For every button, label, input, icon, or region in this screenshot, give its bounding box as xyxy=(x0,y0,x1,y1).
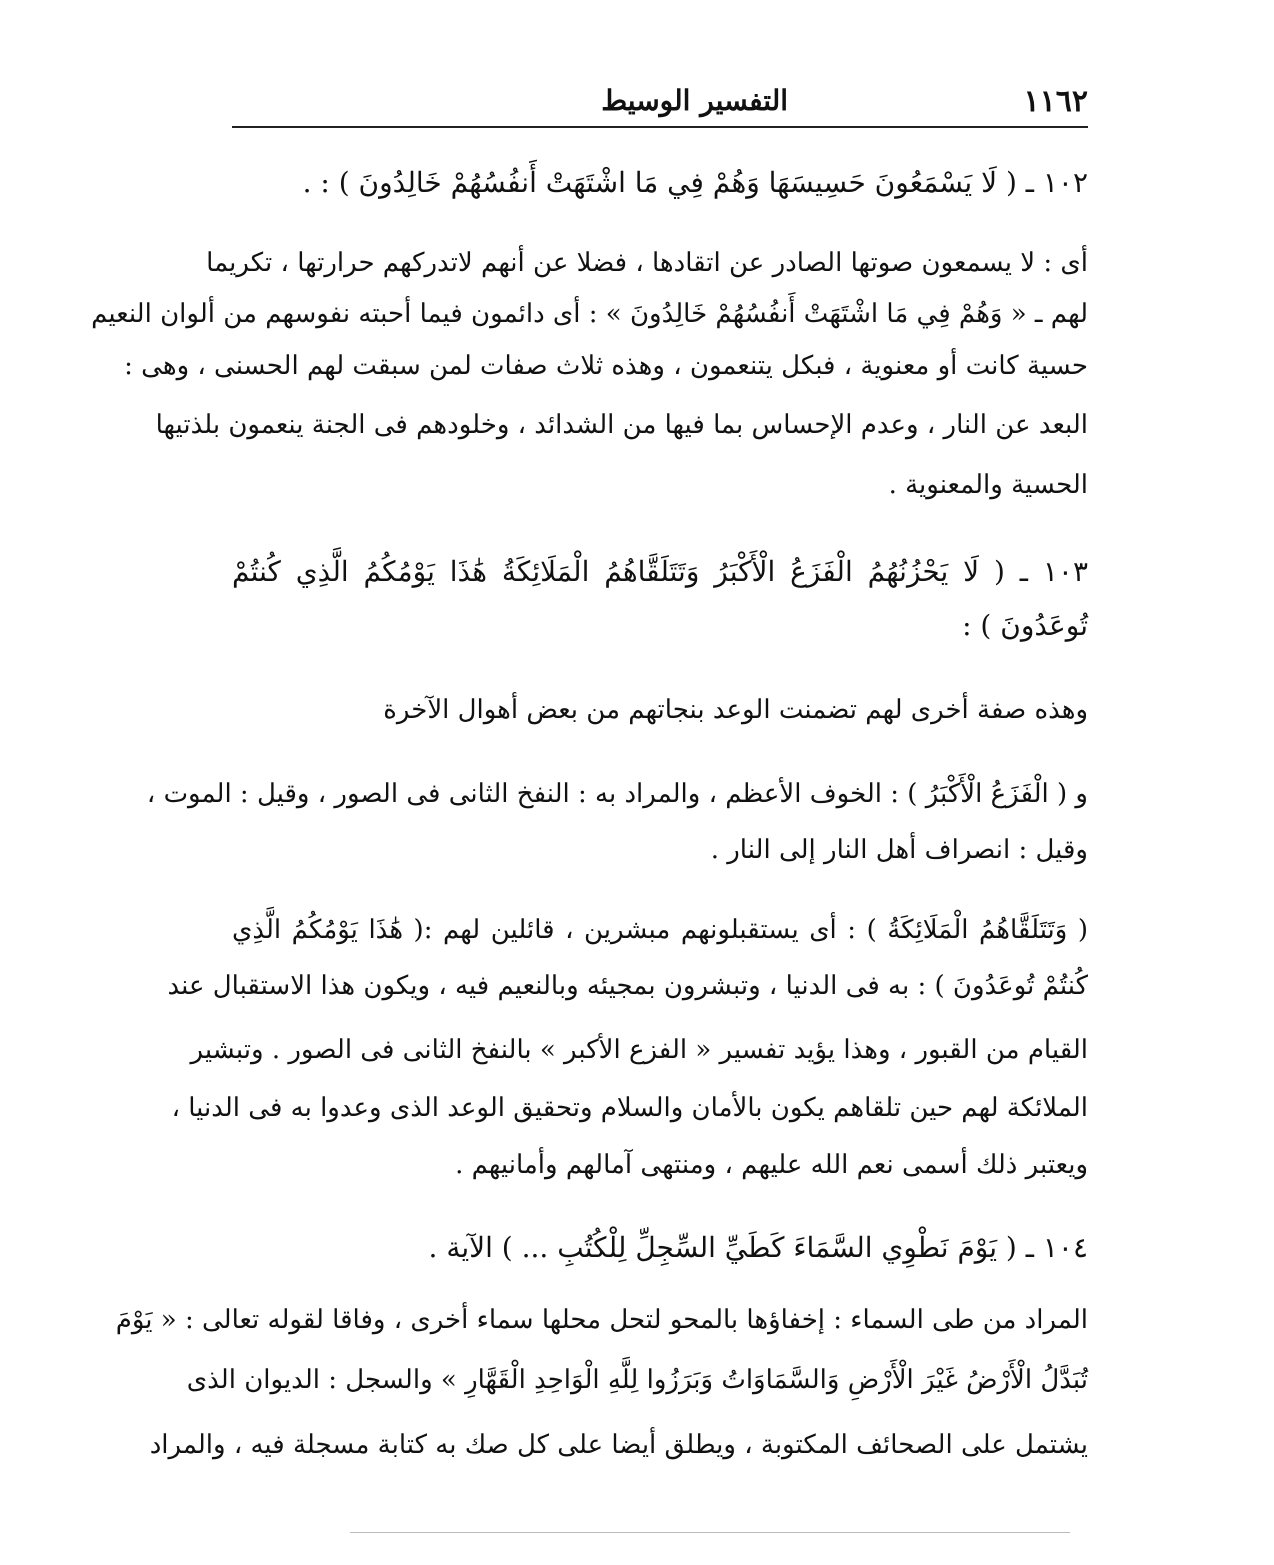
paragraph-line: ويعتبر ذلك أسمى نعم الله عليهم ، ومنتهى آمالهم وأمانيهم . xyxy=(455,1150,1088,1180)
verse-103-line: ١٠٣ ـ ( لَا يَحْزُنُهُمُ الْفَزَعُ الْأَكْبَرُ وَتَتَلَقَّاهُمُ الْمَلَائِكَةُ هَٰذَا يَوْمُكُمُ الَّذِي كُنتُمْ xyxy=(232,555,1088,588)
verse-104-line: ١٠٤ ـ ( يَوْمَ نَطْوِي السَّمَاءَ كَطَيِّ السِّجِلِّ لِلْكُتُبِ ... ) الآية . xyxy=(428,1231,1088,1264)
verse-102-line: ١٠٢ ـ ( لَا يَسْمَعُونَ حَسِيسَهَا وَهُمْ فِي مَا اشْتَهَتْ أَنفُسُهُمْ خَالِدُونَ ) : . xyxy=(302,166,1088,199)
running-title: التفسير الوسيط xyxy=(601,84,788,117)
page-header xyxy=(232,82,1088,124)
paragraph-line: لهم ـ « وَهُمْ فِي مَا اشْتَهَتْ أَنفُسُهُمْ خَالِدُونَ » : أى دائمون فيما أحبته نفوسهم من ألوان النعيم xyxy=(91,299,1088,329)
paragraph-line: كُنتُمْ تُوعَدُونَ ) : به فى الدنيا ، وتبشرون بمجيئه وبالنعيم فيه ، ويكون هذا الاستقبال عند xyxy=(167,971,1088,1001)
bottom-scan-line xyxy=(350,1532,1070,1533)
verse-103-line: تُوعَدُونَ ) : xyxy=(962,609,1088,642)
header-divider xyxy=(232,126,1088,128)
paragraph-line: و ( الْفَزَعُ الْأَكْبَرُ ) : الخوف الأعظم ، والمراد به : النفخ الثانى فى الصور ، وقيل : الموت ، xyxy=(146,779,1088,809)
paragraph-line: حسية كانت أو معنوية ، فبكل يتنعمون ، وهذه ثلاث صفات لمن سبقت لهم الحسنى ، وهى : xyxy=(124,351,1088,381)
paragraph-line: القيام من القبور ، وهذا يؤيد تفسير « الفزع الأكبر » بالنفخ الثانى فى الصور . وتبشير xyxy=(190,1035,1088,1065)
paragraph-line: البعد عن النار ، وعدم الإحساس بما فيها من الشدائد ، وخلودهم فى الجنة ينعمون بلذتيها xyxy=(155,410,1088,440)
paragraph-line: وقيل : انصراف أهل النار إلى النار . xyxy=(710,835,1088,865)
paragraph-line: أى : لا يسمعون صوتها الصادر عن اتقادها ، فضلا عن أنهم لاتدركهم حرارتها ، تكريما xyxy=(206,248,1088,278)
paragraph-line: الملائكة لهم حين تلقاهم يكون بالأمان والسلام وتحقيق الوعد الذى وعدوا به فى الدنيا ، xyxy=(171,1093,1088,1123)
paragraph-line: الحسية والمعنوية . xyxy=(888,470,1088,500)
paragraph-line: تُبَدَّلُ الْأَرْضُ غَيْرَ الْأَرْضِ وَالسَّمَاوَاتُ وَبَرَزُوا لِلَّهِ الْوَاحِدِ الْقَهَّارِ » والسجل : الديوان الذى xyxy=(186,1365,1088,1395)
paragraph-line: يشتمل على الصحائف المكتوبة ، ويطلق أيضا على كل صك به كتابة مسجلة فيه ، والمراد xyxy=(149,1430,1088,1460)
paragraph-line: ( وَتَتَلَقَّاهُمُ الْمَلَائِكَةُ ) : أى يستقبلونهم مبشرين ، قائلين لهم :( هَٰذَا يَوْمُكُمُ الَّذِي xyxy=(232,915,1088,945)
paragraph-line: وهذه صفة أخرى لهم تضمنت الوعد بنجاتهم من بعض أهوال الآخرة xyxy=(383,695,1088,725)
paragraph-line: المراد من طى السماء : إخفاؤها بالمحو لتحل محلها سماء أخرى ، وفاقا لقوله تعالى : « يَوْمَ xyxy=(115,1305,1088,1335)
page-number: ١١٦٢ xyxy=(1023,84,1088,119)
